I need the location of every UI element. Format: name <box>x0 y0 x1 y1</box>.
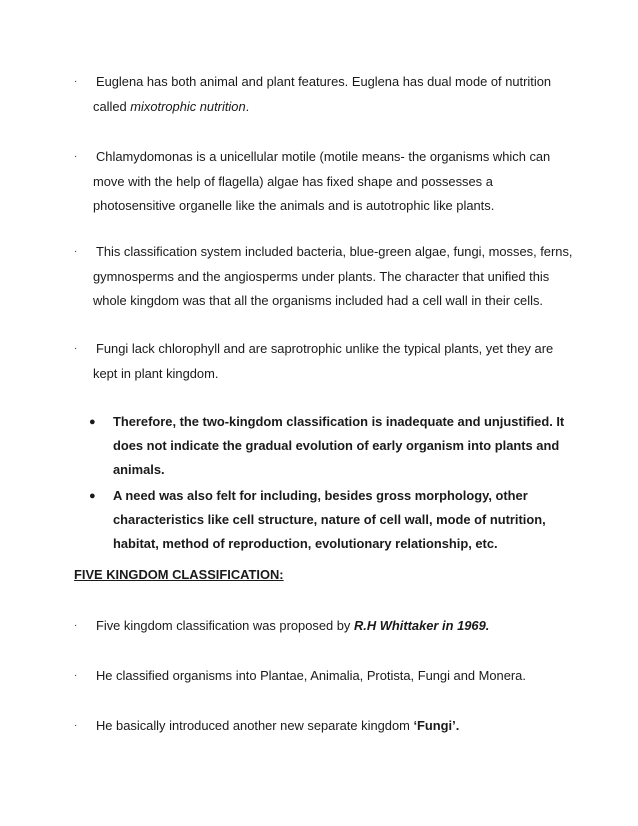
list-item-text <box>93 714 593 739</box>
bullet-dot: · <box>74 620 78 631</box>
bullet-dot: · <box>74 343 78 354</box>
text-line: habitat, method of reproduction, evolutionary relationship, etc. <box>113 536 498 551</box>
section-heading: FIVE KINGDOM CLASSIFICATION: <box>74 567 284 582</box>
text-line: kept in plant kingdom. <box>93 365 219 381</box>
bullet-dot: · <box>74 720 78 731</box>
text-line: Therefore, the two-kingdom classification is inadequate and unjustified. It <box>113 414 565 429</box>
list-item-text <box>93 70 563 119</box>
text-line: A need was also felt for including, besides gross morphology, other <box>113 488 528 503</box>
text-line: Chlamydomonas is a unicellular motile (motile means- the organisms which can <box>96 149 551 164</box>
text-line: Euglena has both animal and plant features. Euglena has dual mode of nutrition <box>96 74 552 89</box>
text-line: does not indicate the gradual evolution of early organism into plants and <box>113 438 560 453</box>
italic-term: mixotrophic nutrition <box>130 98 246 114</box>
bold-point-text <box>113 484 573 556</box>
text-fragment: . <box>245 98 250 114</box>
text-line <box>93 95 563 120</box>
bullet-dot: ● <box>89 490 96 502</box>
emphasis-text: ‘Fungi’. <box>413 718 460 733</box>
text-line: whole kingdom was that all the organisms included had a cell wall in their cells. <box>93 293 543 308</box>
bullet-dot: ● <box>89 416 96 428</box>
text-fragment: called <box>93 98 131 114</box>
text-line: animals. <box>113 462 165 477</box>
emphasis-text: R.H Whittaker in 1969. <box>353 618 490 633</box>
bullet-dot: · <box>74 76 78 87</box>
list-item-text <box>93 337 563 386</box>
bullet-dot: · <box>74 151 78 162</box>
list-item-text <box>93 240 573 314</box>
bold-point-text <box>113 410 573 482</box>
text-line: He classified organisms into Plantae, Animalia, Protista, Fungi and Monera. <box>96 668 526 683</box>
list-item-text <box>93 664 593 689</box>
text-line: Fungi lack chlorophyll and are saprotrophic unlike the typical plants, yet they are <box>96 341 554 356</box>
text-line: This classification system included bacteria, blue-green algae, fungi, mosses, ferns, <box>96 244 573 259</box>
bullet-dot: · <box>74 246 78 257</box>
text-line: gymnosperms and the angiosperms under plants. The character that unified this <box>93 268 550 284</box>
list-item-text <box>93 145 563 219</box>
bullet-dot: · <box>74 670 78 681</box>
list-item-text <box>93 614 593 639</box>
text-fragment: Five kingdom classification was proposed by <box>96 618 354 633</box>
text-fragment: He basically introduced another new separate kingdom <box>96 718 414 733</box>
text-line <box>93 714 593 739</box>
text-line <box>93 614 593 639</box>
text-line: characteristics like cell structure, nature of cell wall, mode of nutrition, <box>113 512 546 527</box>
text-line: photosensitive organelle like the animals and is autotrophic like plants. <box>93 198 495 213</box>
text-line: move with the help of flagella) algae has fixed shape and possesses a <box>93 173 493 189</box>
